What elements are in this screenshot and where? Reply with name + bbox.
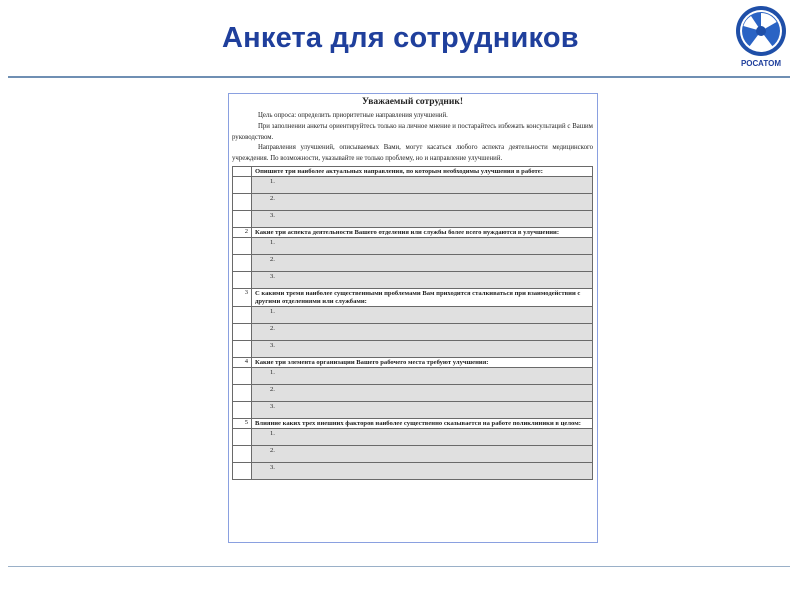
question-row	[233, 288, 593, 306]
answer-field[interactable]: 1.	[252, 367, 593, 384]
question-row	[233, 227, 593, 237]
question-row	[233, 418, 593, 428]
answer-field[interactable]: 1.	[252, 237, 593, 254]
answer-field[interactable]: 1.	[252, 176, 593, 193]
answer-field[interactable]: 2.	[252, 384, 593, 401]
question-number: 4	[233, 357, 252, 367]
answer-field[interactable]: 3.	[252, 210, 593, 227]
document-heading: Уважаемый сотрудник!	[362, 97, 463, 107]
answer-field[interactable]: 2.	[252, 193, 593, 210]
document-paragraph: При заполнении анкеты ориентируйтесь только на личное мнение и постарайтесь избежать консультаций с Вашим руководством.	[232, 122, 593, 141]
question-number	[233, 166, 252, 176]
answer-field[interactable]: 2.	[252, 445, 593, 462]
question-number: 5	[233, 418, 252, 428]
answer-field[interactable]: 1.	[252, 306, 593, 323]
slide-title: Анкета для сотрудников	[222, 22, 579, 54]
answer-field[interactable]: 2.	[252, 254, 593, 271]
questionnaire-document	[228, 93, 598, 543]
question-number: 2	[233, 227, 252, 237]
questions-table	[232, 166, 593, 480]
question-text: Какие три элемента организации Вашего рабочего места требуют улучшения:	[252, 357, 593, 367]
answer-field[interactable]: 3.	[252, 462, 593, 479]
answer-field[interactable]: 3.	[252, 401, 593, 418]
answer-field[interactable]: 1.	[252, 428, 593, 445]
answer-field[interactable]: 2.	[252, 323, 593, 340]
top-divider	[8, 76, 790, 78]
document-paragraph: Направления улучшений, описываемых Вами, могут касаться любого аспекта деятельности медицинского учреждения. По возможности, указывайте не только проблему, но и направление улучшений.	[232, 144, 593, 163]
logo-text: РОСАТОМ	[741, 59, 781, 68]
answer-field[interactable]: 3.	[252, 271, 593, 288]
question-text: С какими тремя наиболее существенными проблемами Вам приходится сталкиваться при взаимодействии с другими отделениями или службами:	[252, 288, 593, 306]
question-row	[233, 357, 593, 367]
question-text: Опишите три наиболее актуальных направления, по которым необходимы улучшения в работе:	[252, 166, 593, 176]
answer-field[interactable]: 3.	[252, 340, 593, 357]
bottom-divider	[8, 566, 790, 567]
document-paragraph: Цель опроса: определить приоритетные направления улучшений.	[258, 112, 448, 119]
question-text: Какие три аспекта деятельности Вашего отделения или службы более всего нуждаются в улучшении:	[252, 227, 593, 237]
question-number: 3	[233, 288, 252, 306]
question-row	[233, 166, 593, 176]
question-text: Влияние каких трех внешних факторов наиболее существенно сказывается на работе поликлиники в целом:	[252, 418, 593, 428]
